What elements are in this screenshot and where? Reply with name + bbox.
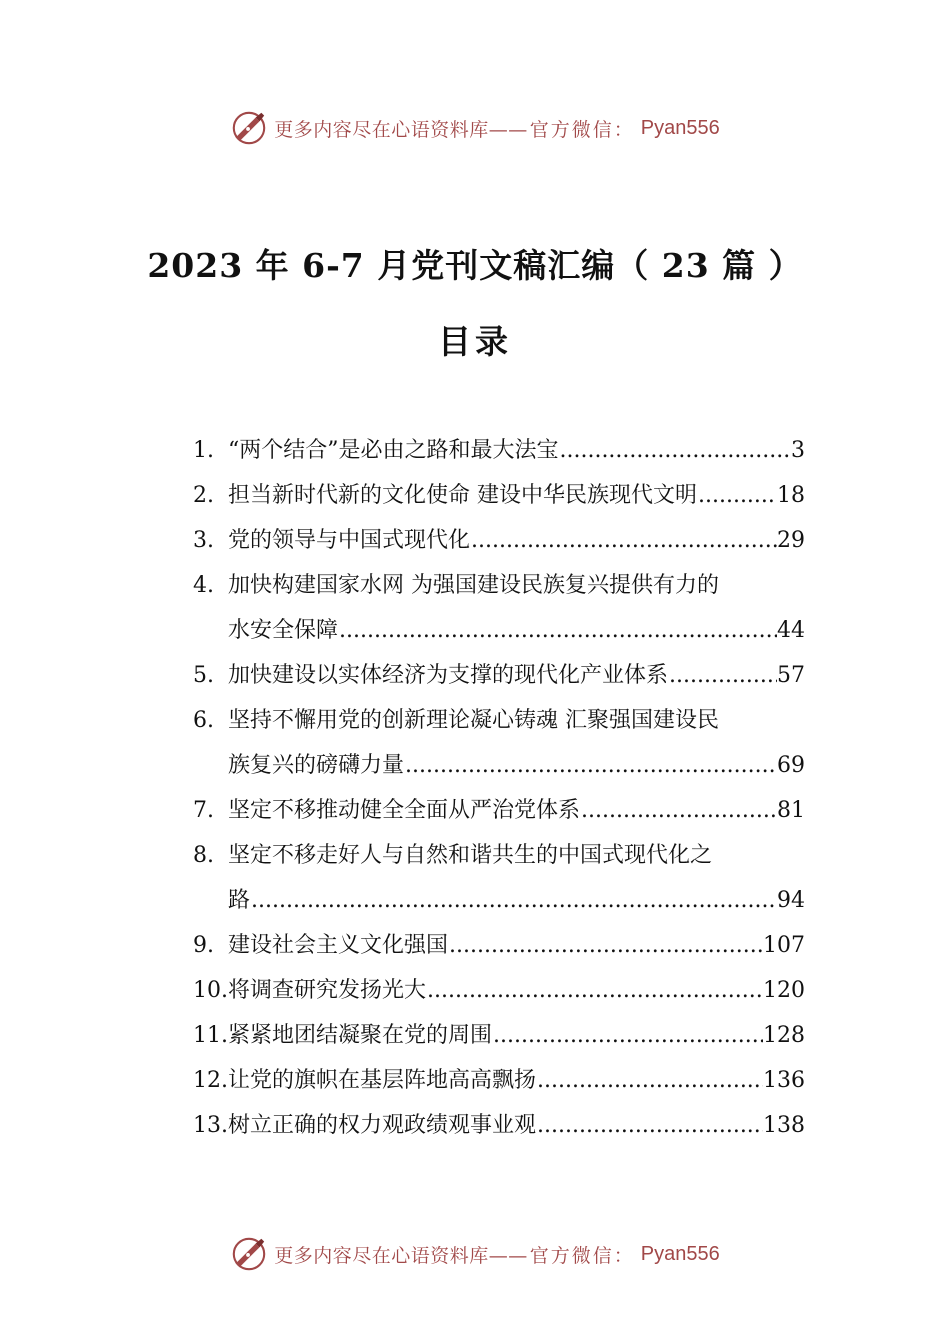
header-wechat-id: Pyan556 [640,116,720,139]
toc-entry-number: 7. [193,798,228,823]
footer-wechat-id: Pyan556 [640,1242,720,1265]
toc-entry-number: 4. [193,573,228,598]
toc-page-number: 138 [763,1113,805,1138]
toc-heading: 目录 [438,322,512,361]
toc-entry-title: 坚定不移推动健全全面从严治党体系 [227,798,580,823]
toc-page-number: 128 [763,1023,805,1048]
toc-entry[interactable] [193,698,805,788]
toc-page-number: 3 [791,438,805,463]
toc-leader-dots [338,608,777,653]
toc-page-number: 107 [763,933,805,958]
toc-entry-number: 9. [193,933,228,958]
toc-entry-title: 担当新时代新的文化使命 建设中华民族现代文明 [227,483,697,508]
toc-entry[interactable] [193,1013,805,1058]
toc-entry-title: 建设社会主义文化强国 [227,933,448,958]
toc-page-number: 44 [777,618,805,643]
toc-entry[interactable] [193,473,805,518]
toc-entry-number: 13. [193,1113,228,1138]
toc-leader-dots [580,788,777,833]
toc-leader-dots [697,473,777,518]
toc-entry-title: 将调查研究发扬光大 [228,978,427,1003]
toc-entry-number: 5. [193,663,228,688]
toc-entry-number: 3. [193,528,228,553]
document-title: 2023 年 6-7 月党刊文稿汇编（ 23 篇 ） [147,246,803,285]
toc-entry-title: 加快建设以实体经济为支撑的现代化产业体系 [227,663,668,688]
toc-page-number: 94 [777,888,805,913]
toc-entry[interactable] [193,968,805,1013]
toc-entry-title: 水安全保障 [227,618,338,643]
header-slogan: 更多内容尽在心语资料库—— [274,118,528,141]
toc-leader-dots [558,428,791,473]
toc-entry-number: 1. [193,438,228,463]
toc-entry[interactable] [193,518,805,563]
toc-entry[interactable] [193,788,805,833]
toc-leader-dots [668,653,777,698]
toc-page-number: 120 [763,978,805,1003]
toc-leader-dots [536,1058,763,1103]
toc-entry-number: 2. [193,483,228,508]
header-wechat-label: 官方微信： [529,118,635,141]
toc-entry-title: 坚持不懈用党的创新理论凝心铸魂 汇聚强国建设民 [227,708,719,733]
toc-entry-title: 加快构建国家水网 为强国建设民族复兴提供有力的 [227,573,719,598]
toc-page-number: 29 [777,528,805,553]
table-of-contents [193,428,805,1148]
toc-leader-dots [492,1013,763,1058]
pen-logo-icon [230,109,268,147]
toc-entry-title: 族复兴的磅礴力量 [227,753,404,778]
toc-leader-dots [470,518,777,563]
toc-entry[interactable] [193,563,805,653]
pen-logo-icon [230,1235,268,1273]
toc-entry-title: 让党的旗帜在基层阵地高高飘扬 [228,1068,537,1093]
toc-leader-dots [448,923,763,968]
toc-page-number: 81 [777,798,805,823]
toc-entry-title: 坚定不移走好人与自然和谐共生的中国式现代化之 [227,843,712,868]
toc-leader-dots [426,968,763,1013]
toc-entry-number: 11. [193,1023,228,1048]
toc-entry-number: 12. [193,1068,228,1093]
toc-entry-title: 紧紧地团结凝聚在党的周围 [228,1023,493,1048]
toc-entry-title: “两个结合”是必由之路和最大法宝 [227,438,559,463]
toc-entry-title: 路 [227,888,250,913]
toc-entry-title: 树立正确的权力观政绩观事业观 [228,1113,537,1138]
toc-entry-number: 6. [193,708,228,733]
toc-page-number: 136 [763,1068,805,1093]
toc-entry[interactable] [193,1103,805,1148]
toc-entry-number: 10. [193,978,228,1003]
toc-leader-dots [404,743,777,788]
footer-slogan: 更多内容尽在心语资料库—— [274,1244,528,1267]
toc-leader-dots [250,878,777,923]
toc-page-number: 18 [777,483,805,508]
toc-entry-number: 8. [193,843,228,868]
footer-wechat-label: 官方微信： [529,1244,635,1267]
header-watermark [0,108,950,148]
toc-entry[interactable] [193,653,805,698]
toc-page-number: 57 [777,663,805,688]
toc-leader-dots [536,1103,763,1148]
toc-page-number: 69 [777,753,805,778]
footer-watermark [0,1234,950,1274]
toc-entry[interactable] [193,1058,805,1103]
toc-entry[interactable] [193,833,805,923]
toc-entry[interactable] [193,428,805,473]
toc-entry-title: 党的领导与中国式现代化 [227,528,470,553]
toc-entry[interactable] [193,923,805,968]
